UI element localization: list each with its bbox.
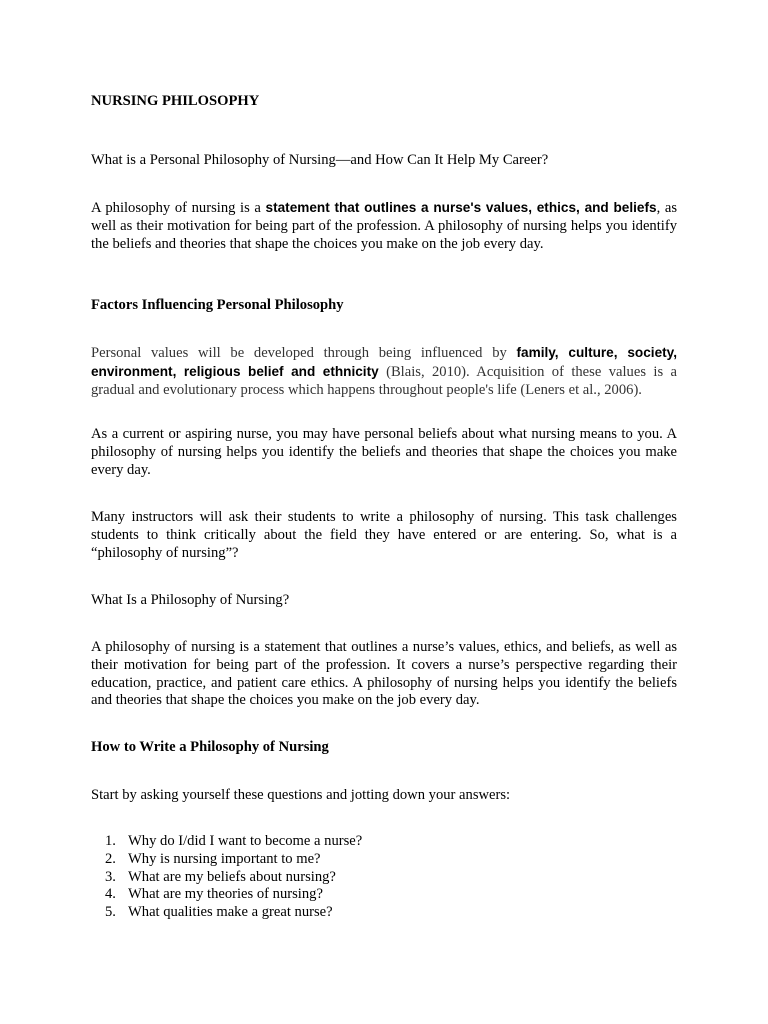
paragraph-values-start: Personal values will be developed through being influenced by <box>91 345 517 361</box>
list-item-text: What are my theories of nursing? <box>128 886 323 903</box>
questions-list <box>91 833 677 922</box>
list-item-number: 1. <box>105 833 116 849</box>
paragraph-values-end: (Blais, 2010). Acquisition of these values is a gradual and evolutionary process which happens throughout people's life (Leners et al., 2006). <box>91 363 678 398</box>
list-item <box>91 869 677 887</box>
list-item <box>91 833 677 851</box>
list-item <box>91 886 677 904</box>
list-item-number: 2. <box>105 850 116 867</box>
paragraph-statement: A philosophy of nursing is a statement that outlines a nurse’s values, ethics, and beliefs, as well as their motivation for being part of the profession. It covers a nurse’s perspective regarding their education, practice, and patient care ethics. A philosophy of nursing helps you identify the beliefs and theories that shape the choices you make on the job every day. <box>91 639 677 709</box>
list-item <box>91 851 677 869</box>
paragraph-values <box>91 344 677 399</box>
paragraph-beliefs: As a current or aspiring nurse, you may have personal beliefs about what nursing means to you. A philosophy of nursing helps you identify the beliefs and theories that shape the choices you make every day. <box>91 426 677 478</box>
list-item-number: 4. <box>105 886 116 903</box>
list-item <box>91 904 677 922</box>
paragraph-definition-end: , as well as their motivation for being part of the profession. A philosophy of nursing helps you identify the beliefs and theories that shape the choices you make on the job every day. <box>91 200 677 252</box>
list-item-text: Why is nursing important to me? <box>128 850 321 867</box>
list-item-text: What are my beliefs about nursing? <box>128 868 336 885</box>
how-to-heading: How to Write a Philosophy of Nursing <box>91 739 329 755</box>
list-item-text: What qualities make a great nurse? <box>128 904 333 921</box>
list-item-text: Why do I/did I want to become a nurse? <box>128 833 363 849</box>
what-is-heading: What Is a Philosophy of Nursing? <box>91 592 290 608</box>
paragraph-definition-bold: statement that outlines a nurse's values, ethics, and beliefs <box>265 200 657 215</box>
document-title: NURSING PHILOSOPHY <box>91 93 260 109</box>
paragraph-start: Start by asking yourself these questions and jotting down your answers: <box>91 787 511 803</box>
paragraph-definition-start: A philosophy of nursing is a <box>91 200 266 216</box>
paragraph-instructors: Many instructors will ask their students to write a philosophy of nursing. This task challenges students to think critically about the field they have entered or are entering. So, what is a “philosophy of nursing”? <box>91 509 677 561</box>
list-item-number: 5. <box>105 904 116 921</box>
paragraph-definition <box>91 199 677 253</box>
factors-heading: Factors Influencing Personal Philosophy <box>91 297 344 313</box>
paragraph-values-bold: family, culture, society, environment, religious belief and ethnicity <box>91 345 677 379</box>
list-item-number: 3. <box>105 868 116 885</box>
question-heading: What is a Personal Philosophy of Nursing—and How Can It Help My Career? <box>91 152 549 168</box>
